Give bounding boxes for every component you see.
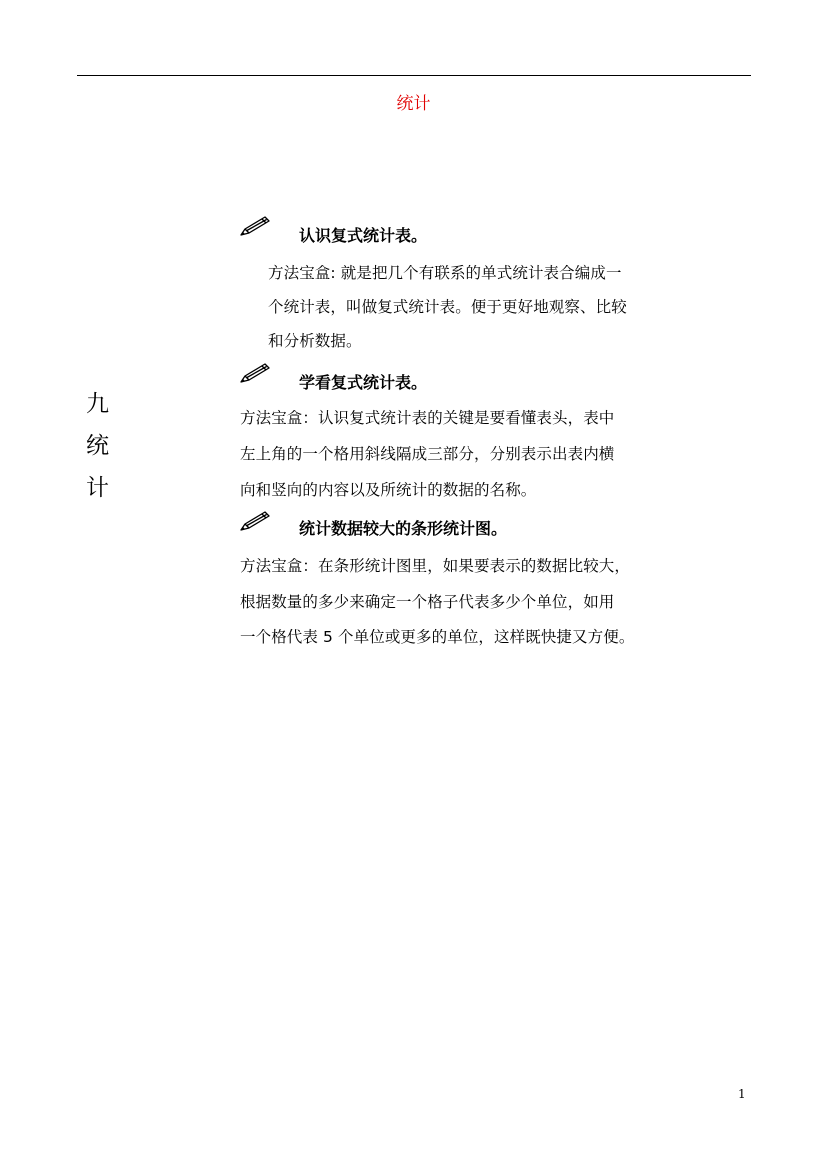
page-header-title: 统计 (396, 94, 431, 114)
paragraph-line: 左上角的一个格用斜线隔成三部分，分别表示出表内横 (240, 445, 615, 463)
paragraph-line: 和分析数据。 (268, 332, 362, 350)
chapter-char: 计 (86, 475, 109, 501)
header-rule (77, 75, 751, 76)
paragraph-line: 方法宝盒：认识复式统计表的关键是要看懂表头，表中 (240, 409, 615, 427)
chapter-char: 九 (86, 391, 109, 417)
section-heading: 统计数据较大的条形统计图。 (299, 519, 508, 538)
pencil-icon (239, 510, 271, 532)
paragraph-line: 方法宝盒：在条形统计图里，如果要表示的数据比较大， (240, 557, 631, 575)
section-heading: 认识复式统计表。 (299, 226, 428, 245)
paragraph-line: 个统计表，叫做复式统计表。便于更好地观察、比较 (268, 298, 627, 316)
paragraph-line: 一个格代表 5 个单位或更多的单位，这样既快捷又方便。 (240, 628, 635, 646)
paragraph-line: 向和竖向的内容以及所统计的数据的名称。 (240, 481, 537, 499)
paragraph-line: 方法宝盒: 就是把几个有联系的单式统计表合编成一 (268, 264, 622, 282)
chapter-char: 统 (86, 433, 109, 459)
pencil-icon (239, 215, 271, 237)
paragraph-line: 根据数量的多少来确定一个格子代表多少个单位，如用 (240, 593, 615, 611)
chapter-title (86, 383, 116, 509)
page-number: 1 (738, 1087, 746, 1101)
pencil-icon (239, 362, 271, 384)
section-heading: 学看复式统计表。 (299, 373, 428, 392)
